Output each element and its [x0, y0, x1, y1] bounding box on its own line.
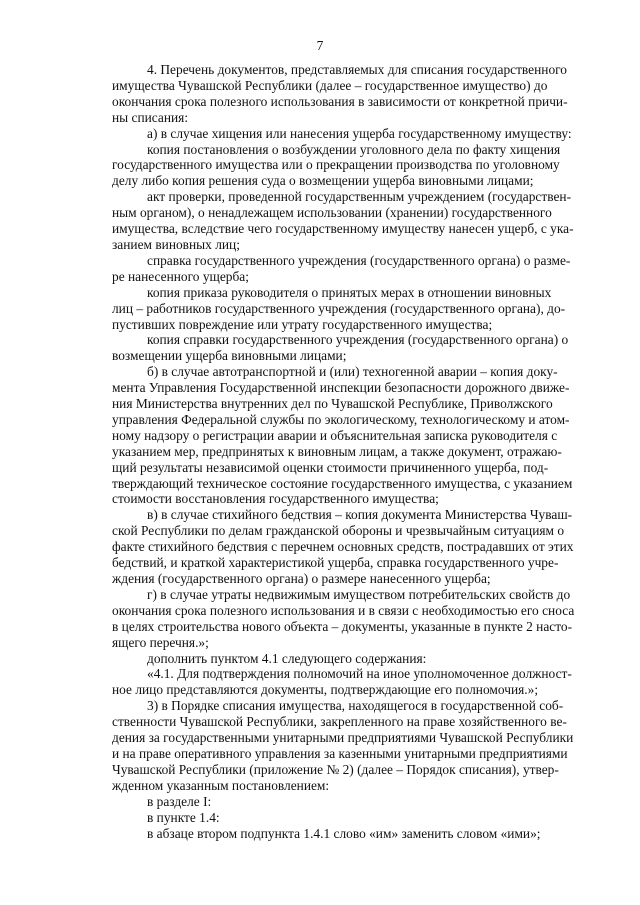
page-number: 7: [316, 38, 324, 53]
paragraph-damage-certificate: справка государственного учреждения (государственного органа) о разме- ре нанесенного ущерба;: [112, 252, 571, 284]
paragraph-criminal-case-copy: копия постановления о возбуждении уголовного дела по факту хищения государственного имущества или о прекращении производства по уголовному делу либо копия решения суда о возмещении ущерба виновными лицами;: [112, 141, 561, 189]
paragraph-inspection-act: акт проверки, проведенной государственным учреждением (государствен- ным органом), о ненадлежащем использовании (хранении) государственного имущества, вследствие чего государственному имуществу нанесен ущерб, с ука- занием виновных лиц;: [112, 189, 574, 252]
paragraph-compensation-certificate: копия справки государственного учреждения (государственного органа) о возмещении ущерба виновными лицами;: [112, 332, 569, 364]
paragraph-clause-4-1: «4.1. Для подтверждения полномочий на иное уполномоченное должност- ное лицо представляются документы, подтверждающие его полномочия.»;: [112, 666, 572, 698]
paragraph-theft-case: а) в случае хищения или нанесения ущерба государственному имуществу:: [147, 125, 572, 141]
paragraph-write-off-procedure: 3) в Порядке списания имущества, находящегося в государственной соб- ственности Чувашской Республики, закрепленного на праве хозяйственного ве- дения за государственными унитарными предприятиями Чувашской Республики и на праве оперативного управления за казенными унитарными предприятиями Чувашской Республики (приложение № 2) (далее – Порядок списания), утвер- жденном указанным постановлением:: [112, 698, 574, 793]
paragraph-subitem-1-4-1: в абзаце втором подпункта 1.4.1 слово «им» заменить словом «ими»;: [147, 825, 541, 841]
paragraph-add-clause: дополнить пунктом 4.1 следующего содержания:: [147, 650, 427, 666]
paragraph-disaster-case: в) в случае стихийного бедствия – копия документа Министерства Чуваш- ской Республики по делам гражданской обороны и чрезвычайным ситуациям о факте стихийного бедствия с перечнем основных средств, пострадавших от этих бедствий, и краткой характеристикой ущерба, справка государственного учре- ждения (государственного органа) о размере нанесенного ущерба;: [112, 507, 574, 586]
paragraph-section-1: в разделе I:: [147, 793, 212, 809]
paragraph-item-1-4: в пункте 1.4:: [147, 809, 220, 825]
paragraph-order-copy: копия приказа руководителя о принятых мерах в отношении виновных лиц – работников государственного учреждения (государственного органа), до- пустивших повреждение или утрату государственного имущества;: [112, 284, 566, 332]
paragraph-real-estate-case: г) в случае утраты недвижимым имуществом потребительских свойств до окончания срока полезного использования и в связи с необходимостью его сноса в целях строительства нового объекта – документы, указанные в пункте 2 насто- ящего перечня.»;: [112, 586, 575, 650]
document-body: [112, 62, 596, 841]
paragraph-list-intro: 4. Перечень документов, представляемых для списания государственного имущества Чувашской Республики (далее – государственное имущество) до окончания срока полезного использования в зависимости от конкретной причи- ны списания:: [112, 62, 568, 125]
paragraph-accident-case: б) в случае автотранспортной и (или) техногенной аварии – копия доку- мента Управления Государственной инспекции безопасности дорожного движе- ния Министерства внутренних дел по Чувашской Республике, Приволжского управления Федеральной службы по экологическому, технологическому и атом- ному надзору о регистрации аварии и объяснительная записка руководителя с указанием мер, предпринятых к виновным лицам, а также документ, отражаю- щий результаты независимой оценки стоимости причиненного ущерба, под- тверждающий техническое состояние государственного имущества, с указанием стоимости восстановления государственного имущества;: [112, 364, 573, 507]
